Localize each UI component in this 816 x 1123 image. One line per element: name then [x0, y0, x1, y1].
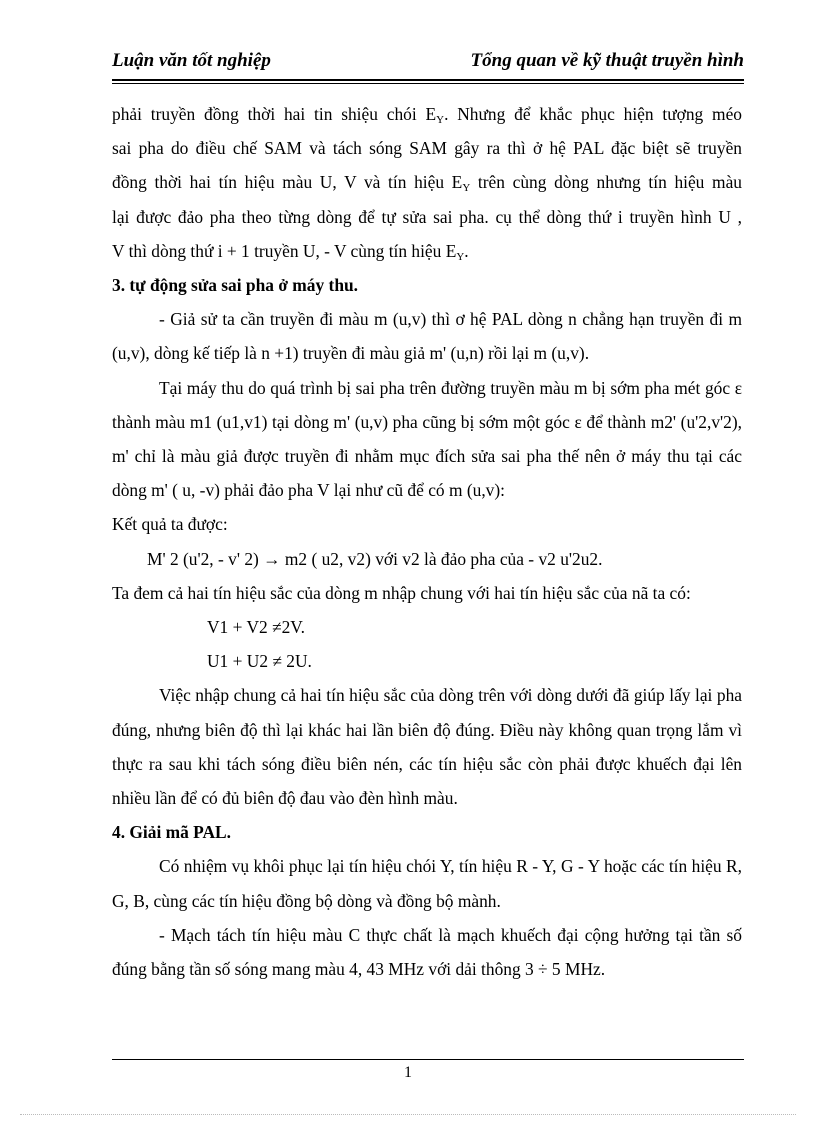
header-right-title: Tổng quan về kỹ thuật truyền hình [470, 50, 744, 71]
paragraph-2: - Giả sử ta cần truyền đi màu m (u,v) thì ơ hệ PAL dòng n chẳng hạn truyền đi m (u,v), dòng kế tiếp là n +1) truyền đi màu giả m' (u,n) rồi lại m (u,v). [112, 309, 742, 364]
footer-divider [112, 1059, 744, 1060]
paragraph-1-line-2: sai pha do điều chế SAM và tách sóng SAM gây ra thì ở hệ PAL đặc biệt sẽ truyền [112, 138, 742, 159]
paragraph-3: Tại máy thu do quá trình bị sai pha trên đường truyền màu m bị sớm pha mét góc ε thành màu m1 (u1,v1) tại dòng m' (u,v) pha cũng bị sớm một góc ε để thành m2' (u'2,v'2), m' chỉ là màu giả được truyền đi nhằm mục đích sửa sai pha thế nên ở máy thu tại các dòng m' ( u, -v) phải đảo pha V lại như cũ để có m (u,v): [112, 377, 742, 501]
paragraph-1-line-1: phải truyền đồng thời hai tin shiệu chói $E_Y$. Nhưng để khắc phục hiện tượng méo [112, 104, 742, 126]
equation-u: U1 + U2 ≠ 2U. [207, 651, 312, 672]
section-heading-4: 4. Giải mã PAL. [112, 822, 231, 843]
paragraph-5: Việc nhập chung cả hai tín hiệu sắc của dòng trên với dòng dưới đã giúp lấy lại pha đúng, nhưng biên độ thì lại khác hai lần biên độ đúng. Điều này không quan trọng lắm vì thực ra sau khi tách sóng điều biên nén, các tín hiệu sắc còn phải được khuếch đại lên nhiều lần để có đủ biên độ đau vào đèn hình màu. [112, 685, 742, 809]
equation-v: V1 + V2 ≠2V. [207, 617, 305, 638]
header-divider [112, 79, 744, 81]
paragraph-7: - Mạch tách tín hiệu màu C thực chất là mạch khuếch đại cộng hưởng tại tần số đúng bằng tần số sóng mang màu 4, 43 MHz với dải thông 3 ÷ 5 MHz. [112, 924, 742, 980]
equation-m2: M' 2 (u'2, - v' 2) → m2 ( u2, v2) với v2 là đảo pha của - v2 u'2u2. [147, 548, 603, 569]
paragraph-1-line-5: V thì dòng thứ i + 1 truyền U, - V cùng tín hiệu $E_Y$. [112, 240, 469, 263]
section-heading-3: 3. tự động sửa sai pha ở máy thu. [112, 275, 359, 296]
document-body [112, 97, 742, 986]
paragraph-4: Ta đem cả hai tín hiệu sắc của dòng m nhập chung với hai tín hiệu sắc của nã ta có: [112, 582, 691, 603]
result-label: Kết quả ta được: [112, 514, 228, 535]
header-divider-thin [112, 83, 744, 84]
paragraph-6: Có nhiệm vụ khôi phục lại tín hiệu chói Y, tín hiệu R - Y, G - Y hoặc các tín hiệu R, G, B, cùng các tín hiệu đồng bộ dòng và đồng bộ mành. [112, 856, 742, 911]
header-left-title: Luận văn tốt nghiệp [112, 50, 271, 71]
page-header [112, 50, 744, 78]
paragraph-1-line-4: lại được đảo pha theo từng dòng để tự sửa sai pha. cụ thể dòng thứ i truyền hình U , [112, 206, 742, 227]
page-edge-dotted [20, 1114, 796, 1115]
paragraph-1-line-3: đồng thời hai tín hiệu màu U, V và tín hiệu $E_Y$ trên cùng dòng nhưng tín hiệu màu [112, 172, 742, 195]
page-number: 1 [404, 1064, 412, 1081]
